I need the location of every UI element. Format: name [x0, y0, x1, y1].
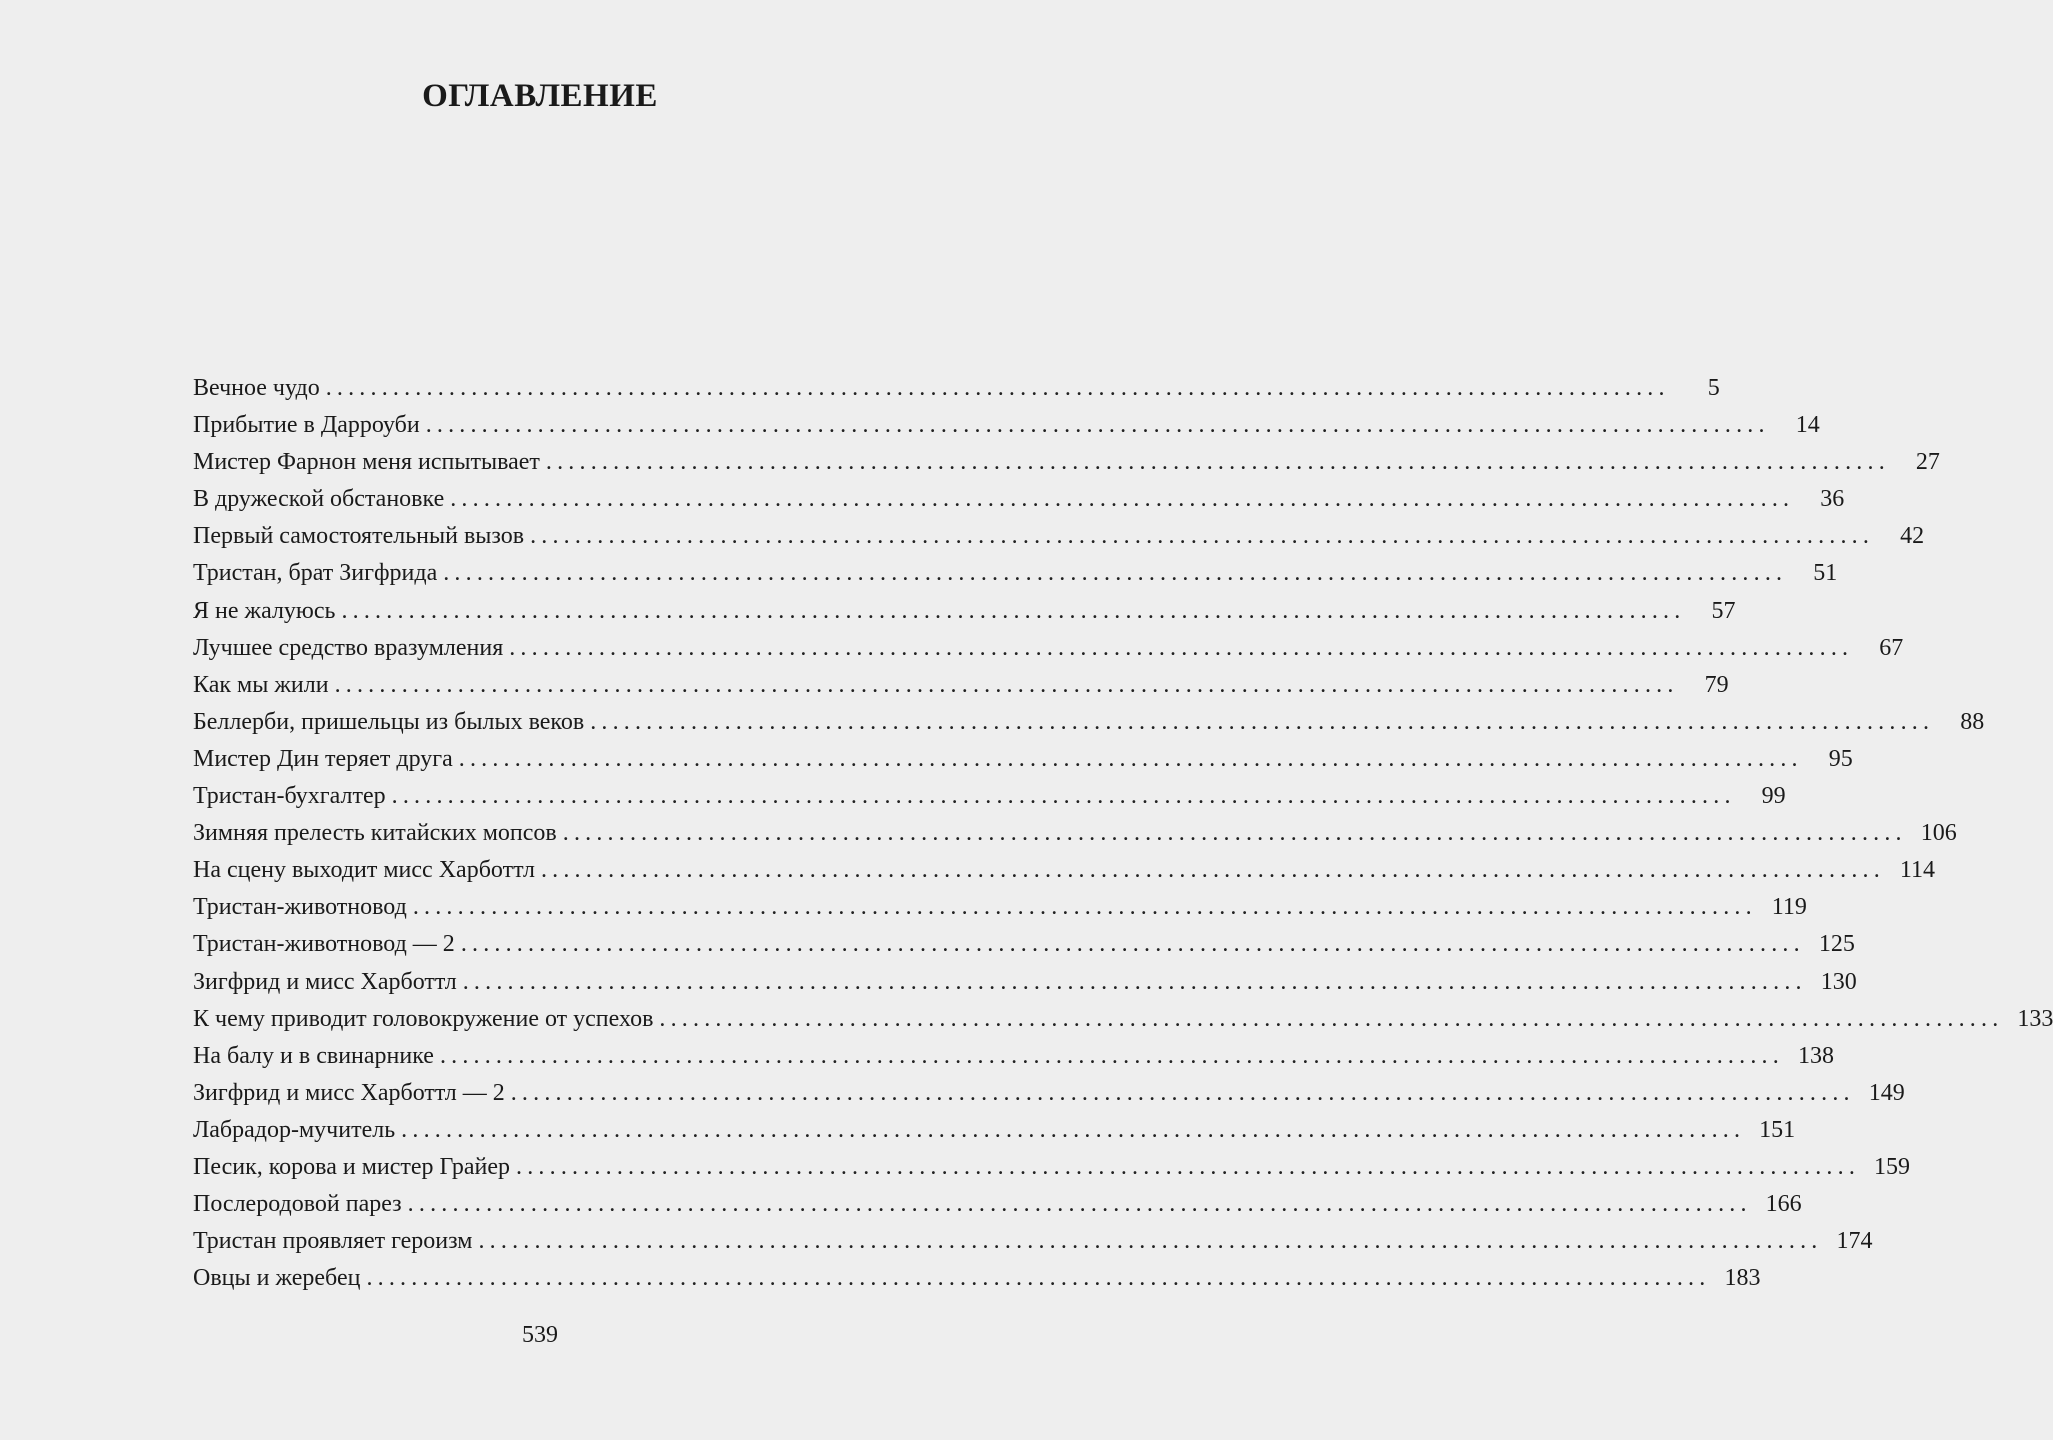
toc-entry-page: 51 [1813, 560, 1838, 587]
toc-entry-title: Вечное чудо [193, 375, 320, 401]
dot-leader: ........................................................................................................................ [562, 820, 1907, 847]
toc-entry-title: Послеродовой парез [193, 1191, 402, 1218]
dot-leader: ........................................................................................................................ [412, 894, 1757, 921]
dot-leader: ........................................................................................................................ [530, 523, 1875, 550]
toc-entry-page: 119 [1771, 894, 1807, 921]
toc-entry [193, 1001, 2053, 1038]
toc-entry-page: 57 [1711, 597, 1736, 624]
toc-entry-title: Тристан, брат Зигфрида [193, 560, 438, 587]
toc-entry [193, 815, 1957, 852]
toc-entry-title: Как мы жили [193, 671, 329, 698]
dot-leader: ........................................................................................................................ [458, 745, 1803, 772]
toc-entry-page: 42 [1900, 523, 1925, 550]
toc-entry-page: 88 [1960, 708, 1985, 735]
toc-entry [193, 555, 1838, 592]
toc-entry [193, 1038, 1834, 1075]
dot-leader: ........................................................................................................................ [407, 1191, 1752, 1218]
toc-entry-page: 5 [1707, 375, 1720, 401]
toc-entry-title: Зигфрид и мисс Харботтл — 2 [193, 1079, 505, 1106]
dot-leader: ........................................................................................................................ [510, 1079, 1855, 1106]
dot-leader: ........................................................................................................................ [443, 560, 1788, 587]
dot-leader: ........................................................................................................................ [391, 783, 1736, 810]
toc-entry [193, 481, 1845, 518]
dot-leader: ........................................................................................................................ [341, 597, 1686, 624]
toc-entry [193, 667, 1729, 704]
dot-leader: ........................................................................................................................ [462, 968, 1807, 995]
toc-entry-page: 125 [1818, 931, 1855, 958]
toc-entry-page: 99 [1761, 783, 1786, 810]
dot-leader: ........................................................................................................................ [325, 375, 1670, 401]
dot-leader: ........................................................................................................................ [439, 1042, 1784, 1069]
toc-entry [193, 444, 1940, 481]
toc-entry-page: 95 [1828, 745, 1853, 772]
toc-entry-title: Прибытие в Дарроуби [193, 412, 420, 439]
toc-entry-title: Мистер Дин теряет друга [193, 745, 453, 772]
toc-entry-title: Овцы и жеребец [193, 1265, 361, 1292]
toc-entry-page: 67 [1879, 634, 1904, 661]
toc-entry-page: 133 [2017, 1005, 2053, 1032]
toc-entry-page: 151 [1759, 1116, 1796, 1143]
toc-entry-title: Зимняя прелесть китайских мопсов [193, 820, 557, 847]
page-title: ОГЛАВЛЕНИЕ [422, 78, 658, 114]
table-of-contents [193, 370, 2053, 1297]
toc-entry-page: 130 [1820, 968, 1857, 995]
toc-entry-page: 159 [1874, 1153, 1911, 1180]
toc-entry [193, 1149, 1911, 1186]
dot-leader: ........................................................................................................................ [425, 412, 1770, 439]
dot-leader: ........................................................................................................................ [366, 1265, 1711, 1292]
dot-leader: ........................................................................................................................ [545, 449, 1890, 476]
toc-entry [193, 704, 1985, 741]
dot-leader: ........................................................................................................................ [460, 931, 1805, 958]
toc-entry [193, 593, 1736, 630]
dot-leader: ........................................................................................................................ [478, 1228, 1823, 1255]
toc-entry-page: 166 [1765, 1191, 1802, 1218]
toc-entry [193, 1075, 1905, 1112]
dot-leader: ........................................................................................................................ [401, 1116, 1746, 1143]
toc-entry-title: К чему приводит головокружение от успехов [193, 1005, 654, 1032]
toc-entry-title: В дружеской обстановке [193, 486, 445, 513]
toc-entry-page: 36 [1820, 486, 1845, 513]
toc-entry [193, 741, 1853, 778]
toc-entry-title: Я не жалуюсь [193, 597, 336, 624]
toc-entry-title: Тристан-животновод — 2 [193, 931, 455, 958]
toc-entry [193, 407, 1820, 444]
toc-entry [193, 1186, 1802, 1223]
dot-leader: ........................................................................................................................ [334, 671, 1679, 698]
toc-entry-page: 14 [1795, 412, 1820, 439]
toc-entry-title: Лучшее средство вразумления [193, 634, 504, 661]
toc-entry-title: На сцену выходит мисс Харботтл [193, 857, 535, 884]
toc-entry-page: 183 [1724, 1265, 1761, 1292]
toc-entry-page: 149 [1868, 1079, 1905, 1106]
toc-entry [193, 1223, 1873, 1260]
toc-entry [193, 852, 1935, 889]
toc-entry-page: 174 [1836, 1228, 1873, 1255]
toc-entry [193, 630, 1904, 667]
toc-entry-page: 138 [1797, 1042, 1834, 1069]
toc-entry-title: Лабрадор-мучитель [193, 1116, 396, 1143]
toc-entry [193, 370, 1720, 407]
dot-leader: ........................................................................................................................ [540, 857, 1885, 884]
page-number: 539 [522, 1322, 558, 1348]
toc-entry [193, 778, 1786, 815]
dot-leader: ........................................................................................................................ [509, 634, 1854, 661]
dot-leader: ........................................................................................................................ [450, 486, 1795, 513]
toc-entry-page: 79 [1704, 671, 1729, 698]
toc-entry [193, 889, 1807, 926]
toc-entry-title: Тристан-бухгалтер [193, 783, 386, 810]
toc-entry-title: Первый самостоятельный вызов [193, 523, 525, 550]
toc-entry [193, 518, 1925, 555]
dot-leader: ........................................................................................................................ [516, 1153, 1861, 1180]
toc-entry-title: Тристан-животновод [193, 894, 407, 921]
dot-leader: ........................................................................................................................ [590, 708, 1935, 735]
toc-entry-title: Зигфрид и мисс Харботтл [193, 968, 457, 995]
toc-entry-title: Тристан проявляет героизм [193, 1228, 473, 1255]
toc-entry [193, 964, 1857, 1001]
toc-entry [193, 1260, 1761, 1297]
toc-entry-title: На балу и в свинарнике [193, 1042, 434, 1069]
toc-entry-page: 114 [1899, 857, 1935, 884]
dot-leader: ........................................................................................................................ [659, 1005, 2004, 1032]
toc-entry-page: 27 [1915, 449, 1940, 476]
toc-entry-title: Песик, корова и мистер Грайер [193, 1153, 511, 1180]
toc-entry [193, 926, 1855, 963]
toc-entry-title: Мистер Фарнон меня испытывает [193, 449, 540, 476]
toc-entry-title: Беллерби, пришельцы из былых веков [193, 708, 585, 735]
toc-entry [193, 1112, 1796, 1149]
toc-entry-page: 106 [1920, 820, 1957, 847]
